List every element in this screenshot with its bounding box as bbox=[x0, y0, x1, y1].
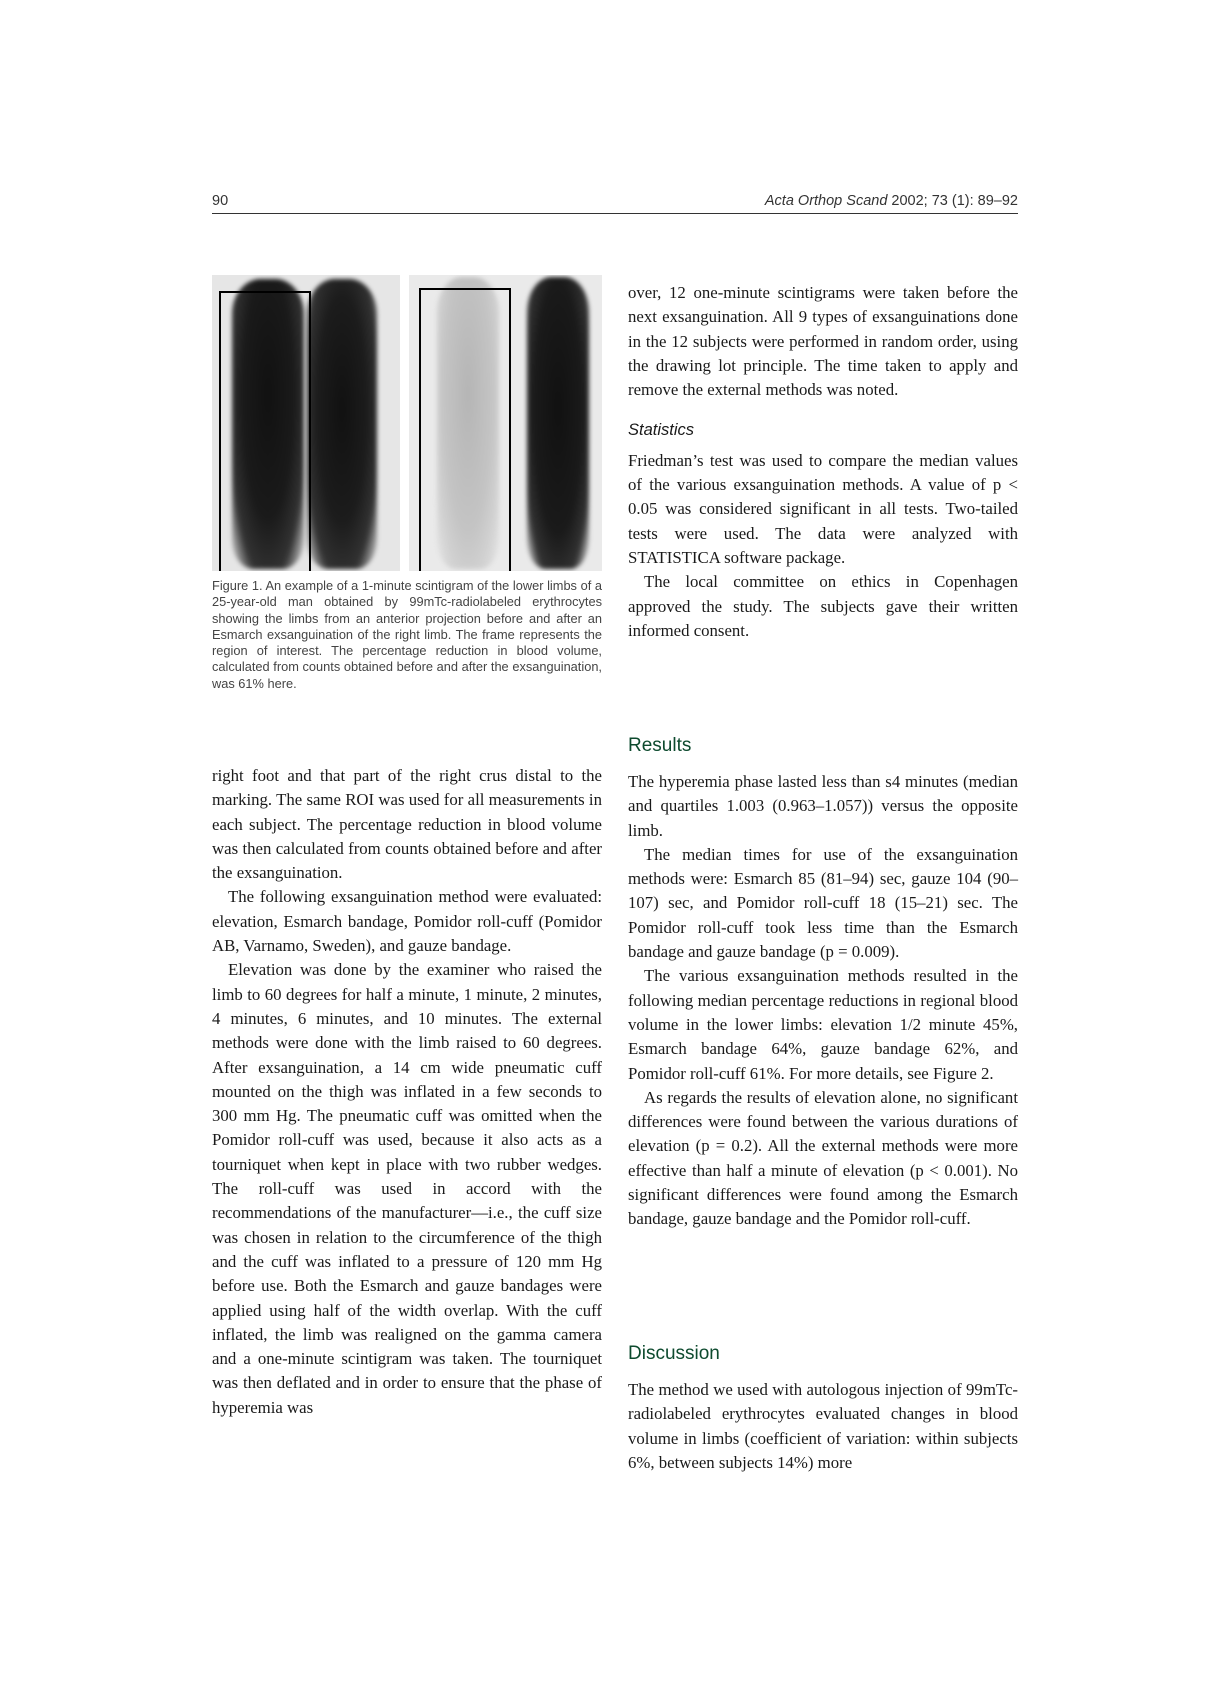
paragraph: over, 12 one-minute scintigrams were taken before the next exsanguination. All 9 types of exsanguinations done in the 12 subjects were performed in random order, using the drawing lot principle. The time taken to apply and remove the external methods was noted. bbox=[628, 283, 1018, 400]
scintigram-before bbox=[212, 275, 400, 571]
paragraph: Friedman’s test was used to compare the median values of the various exsanguination methods. A value of p < 0.05 was considered significant in all tests. Two-tailed tests were used. The data were analyzed with STATISTICA software package. bbox=[628, 450, 1018, 567]
page-number: 90 bbox=[212, 193, 229, 209]
region-of-interest-frame bbox=[219, 291, 311, 571]
scintigram-panels bbox=[212, 275, 602, 571]
left-column-body bbox=[212, 764, 602, 1420]
paragraph: The hyperemia phase lasted less than s4 minutes (median and quartiles 1.003 (0.963–1.057)) versus the opposite limb. bbox=[628, 772, 1018, 840]
running-head bbox=[212, 193, 1018, 214]
left-limb-after bbox=[527, 277, 589, 569]
discussion-heading: Discussion bbox=[628, 1343, 720, 1364]
statistics-heading: Statistics bbox=[628, 421, 695, 440]
discussion-body bbox=[628, 1378, 1018, 1475]
figure-1 bbox=[212, 275, 602, 691]
paragraph: The method we used with autologous injection of 99mTc-radiolabeled erythrocytes evaluated changes in blood volume in limbs (coefficient of variation: within subjects 6%, between subjects 14%) more bbox=[628, 1380, 1018, 1472]
results-heading: Results bbox=[628, 735, 692, 756]
paragraph: Elevation was done by the examiner who raised the limb to 60 degrees for half a minute, 1 minute, 2 minutes, 4 minutes, 6 minutes, and 10 minutes. The external methods were done with the limb raised to 60 degrees. After exsanguination, a 14 cm wide pneumatic cuff mounted on the thigh was inflated in a few seconds to 300 mm Hg. The pneumatic cuff was omitted when the Pomidor roll-cuff was used, because it also acts as a tourniquet when kept in place with two rubber wedges. The roll-cuff was used in accord with the recommendations of the manufacturer—i.e., the cuff size was chosen in relation to the circumference of the thigh and the cuff was inflated to a pressure of 120 mm Hg before use. Both the Esmarch and gauze bandages were applied using half of the width overlap. With the cuff inflated, the limb was realigned on the gamma camera and a one-minute scintigram was taken. The tourniquet was then deflated and in order to ensure that the phase of hyperemia was bbox=[212, 960, 602, 1417]
paragraph: right foot and that part of the right crus distal to the marking. The same ROI was used for all measurements in each subject. The percentage reduction in blood volume was then calculated from counts obtained before and after the exsanguination. bbox=[212, 766, 602, 883]
paragraph: The median times for use of the exsanguination methods were: Esmarch 85 (81–94) sec, gauze 104 (90–107) sec, and Pomidor roll-cuff 18 (15–21) sec. The Pomidor roll-cuff took less time than the Esmarch bandage and gauze bandage (p = 0.009). bbox=[628, 844, 1018, 962]
left-limb-before bbox=[307, 279, 377, 569]
results-body bbox=[628, 770, 1018, 1232]
paragraph: As regards the results of elevation alone, no significant differences were found between the various durations of elevation (p = 0.2). All the external methods were more effective than half a minute of elevation (p < 0.001). No significant differences were found among the Esmarch bandage, gauze bandage and the Pomidor roll-cuff. bbox=[628, 1087, 1018, 1229]
journal-citation bbox=[765, 193, 1018, 209]
figure-caption: Figure 1. An example of a 1-minute scintigram of the lower limbs of a 25-year-old man obtained by 99mTc-radiolabeled erythrocytes showing the limbs from an anterior projection before and after an Esmarch exsanguination of the right limb. The frame represents the region of interest. The percentage reduction in blood volume, calculated from counts obtained before and after the exsanguination, was 61% here. bbox=[212, 578, 602, 691]
scintigram-after bbox=[409, 275, 602, 571]
paragraph: The following exsanguination method were evaluated: elevation, Esmarch bandage, Pomidor roll-cuff (Pomidor AB, Varnamo, Sweden), and gauze bandage. bbox=[212, 887, 602, 956]
paragraph: The various exsanguination methods resulted in the following median percentage reductions in regional blood volume in the lower limbs: elevation 1/2 minute 45%, Esmarch bandage 64%, gauze bandage 62%, and Pomidor roll-cuff 61%. For more details, see Figure 2. bbox=[628, 966, 1018, 1083]
region-of-interest-frame bbox=[419, 288, 511, 571]
journal-name: Acta Orthop Scand bbox=[764, 193, 888, 209]
citation-details: 2002; 73 (1): 89–92 bbox=[887, 193, 1018, 209]
paragraph: The local committee on ethics in Copenhagen approved the study. The subjects gave their written informed consent. bbox=[628, 572, 1018, 640]
right-column-methods bbox=[628, 281, 1018, 643]
